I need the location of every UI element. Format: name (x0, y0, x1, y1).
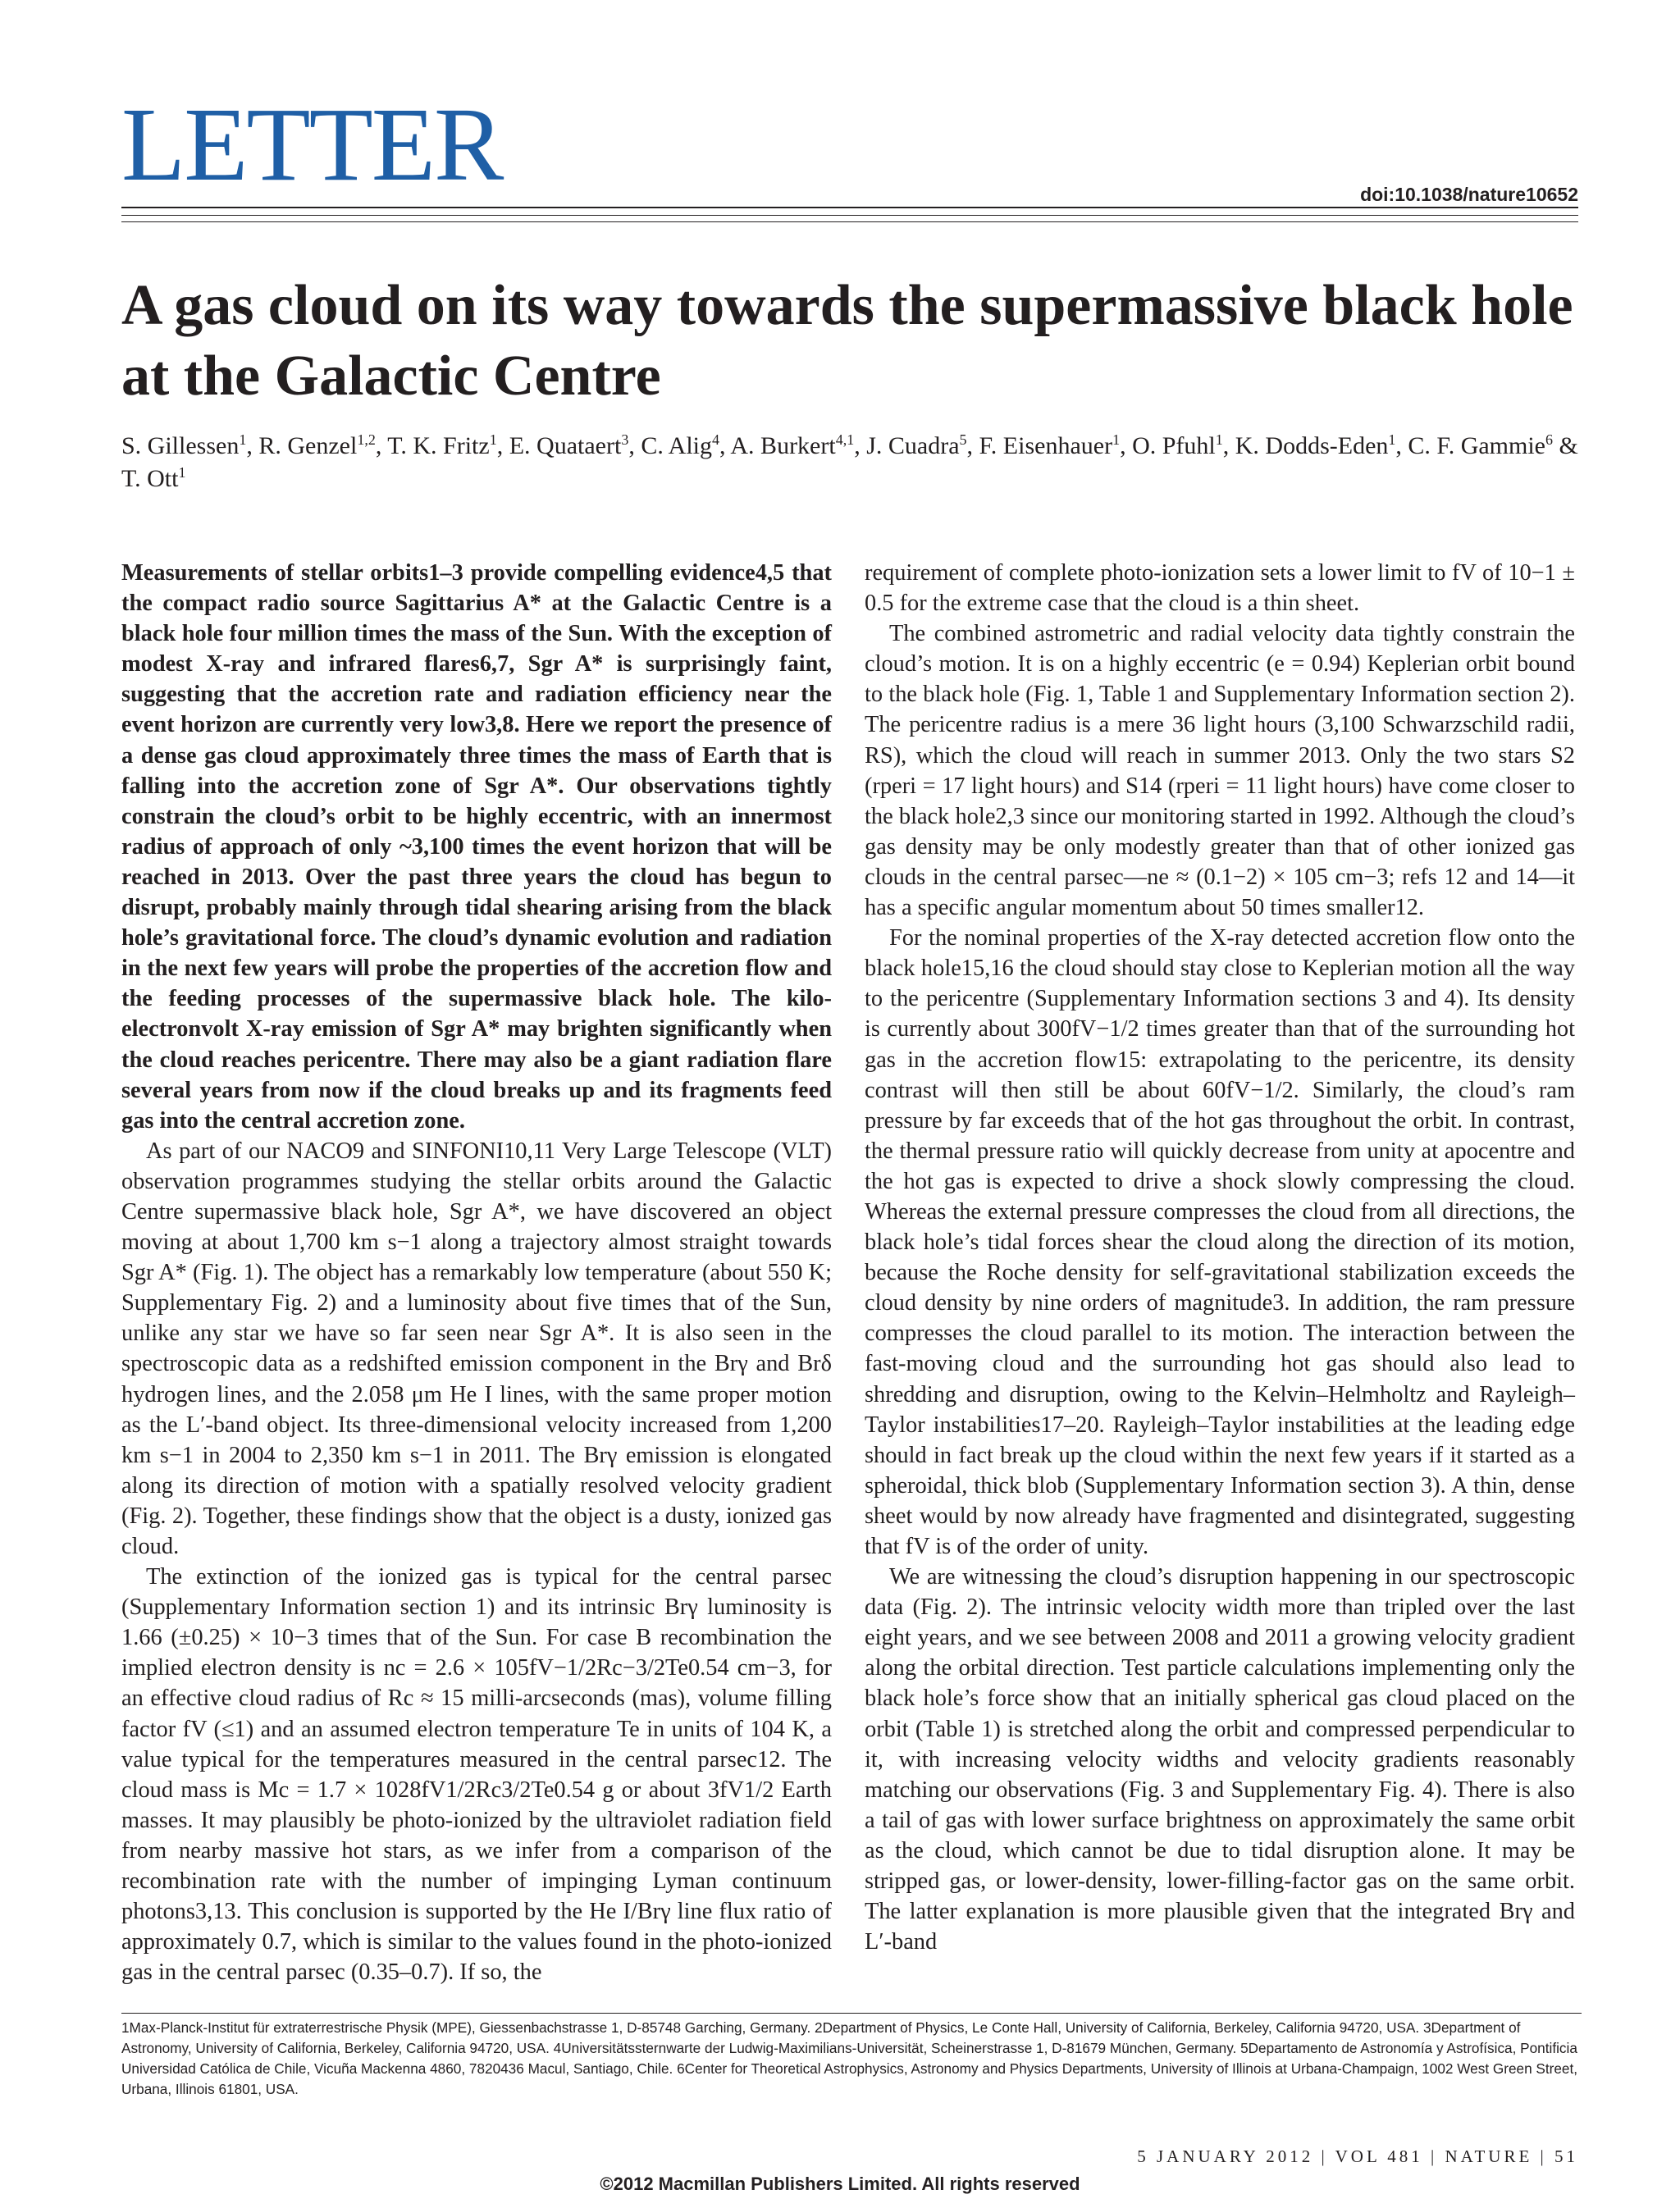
footnote-rule (121, 2013, 1582, 2014)
letter-heading: LETTER (121, 86, 503, 203)
header-rule-thin (121, 215, 1578, 216)
author: T. K. Fritz$^1$ (387, 431, 497, 459)
header-rule (121, 207, 1578, 208)
body-paragraph: The combined astrometric and radial velocity data tightly constrain the cloud’s motion. It is on a highly eccentric (e = 0.94) Keplerian orbit bound to the black hole (Fig. 1, Table 1 and Supplementary Information section 2). The pericentre radius is a mere 36 light hours (3,100 Schwarzschild radii, RS), which the cloud will reach in summer 2013. Only the two stars S2 (rperi = 17 light hours) and S14 (rperi = 11 light hours) have come closer to the black hole2,3 since our monitoring started in 1992. Although the cloud’s gas density may be only modestly greater than that of other ionized gas clouds in the central parsec—ne ≈ (0.1−2) × 105 cm−3; refs 12 and 14—it has a specific angular momentum about 50 times smaller12. (865, 621, 1575, 921)
author: J. Cuadra$^5$ (866, 431, 967, 459)
left-column (121, 558, 832, 1987)
body-paragraph: requirement of complete photo-ionization sets a lower limit to fV of 10−1 ± 0.5 for the extreme case that the cloud is a thin sheet. (865, 560, 1575, 617)
author-list: S. Gillessen$^1$, R. Genzel$^{1,2}$, T. K. Fritz$^1$, E. Quataert$^3$, C. Alig$^4$, A. Burkert$^{4,1}$, J. Cuadra$^5$, F. Eisenhauer$^1$, O. Pfuhl$^1$, K. Dodds-Eden$^1$, C. F. Gammie$^6$ & T. Ott$^1$ (121, 431, 1578, 492)
author: C. Alig$^4$ (641, 431, 720, 459)
author: S. Gillessen$^1$ (121, 431, 247, 459)
right-column (865, 558, 1575, 1957)
author: F. Eisenhauer$^1$ (979, 431, 1121, 459)
author: C. F. Gammie$^6$ (1408, 431, 1553, 459)
author: R. Genzel$^{1,2}$ (258, 431, 376, 459)
author: K. Dodds-Eden$^1$ (1235, 431, 1396, 459)
affiliations-footnote: 1Max-Planck-Institut für extraterrestrische Physik (MPE), Giessenbachstrasse 1, D-85748 Garching, Germany. 2Department of Physics, Le Conte Hall, University of California, Berkeley, California 94720, USA. 3Department of Astronomy, University of California, Berkeley, California 94720, USA. 4Universitätssternwarte der Ludwig-Maximilians-Universität, Scheinerstrasse 1, D-81679 München, Germany. 5Departamento de Astronomía y Astrofísica, Pontificia Universidad Católica de Chile, Vicuña Mackenna 4860, 7820436 Macul, Santiago, Chile. 6Center for Theoretical Astrophysics, Astronomy and Physics Departments, University of Illinois at Urbana-Champaign, 1002 West Green Street, Urbana, Illinois 61801, USA. (121, 2019, 1578, 2097)
doi-label: doi:10.1038/nature10652 (1360, 184, 1578, 205)
author: A. Burkert$^{4,1}$ (730, 431, 855, 459)
body-paragraph: The extinction of the ionized gas is typical for the central parsec (Supplementary Information section 1) and its intrinsic Brγ luminosity is 1.66 (±0.25) × 10−3 times that of the Sun. For case B recombination the implied electron density is nc = 2.6 × 105fV−1/2Rc−3/2Te0.54 cm−3, for an effective cloud radius of Rc ≈ 15 milli-arcseconds (mas), volume filling factor fV (≤1) and an assumed electron temperature Te in units of 104 K, a value typical for the temperatures measured in the central parsec12. The cloud mass is Mc = 1.7 × 1028fV1/2Rc3/2Te0.54 g or about 3fV1/2 Earth masses. It may plausibly be photo-ionized by the ultraviolet radiation field from nearby massive hot stars, as we infer from a comparison of the recombination rate with the number of impinging Lyman continuum photons3,13. This conclusion is supported by the He I/Brγ line flux ratio of approximately 0.7, which is similar to the values found in the photo-ionized gas in the central parsec (0.35–0.7). If so, the (121, 1564, 832, 1986)
abstract: Measurements of stellar orbits1–3 provide compelling evidence4,5 that the compact radio source Sagittarius A* at the Galactic Centre is a black hole four million times the mass of the Sun. With the exception of modest X-ray and infrared flares6,7, Sgr A* is surprisingly faint, suggesting that the accretion rate and radiation efficiency near the event horizon are currently very low3,8. Here we report the presence of a dense gas cloud approximately three times the mass of Earth that is falling into the accretion zone of Sgr A*. Our observations tightly constrain the cloud’s orbit to be highly eccentric, with an innermost radius of approach of only ~3,100 times the event horizon that will be reached in 2013. Over the past three years the cloud has begun to disrupt, probably mainly through tidal shearing arising from the black hole’s gravitational force. The cloud’s dynamic evolution and radiation in the next few years will probe the properties of the accretion flow and the feeding processes of the supermassive black hole. The kilo-electronvolt X-ray emission of Sgr A* may brighten significantly when the cloud reaches pericentre. There may also be a giant radiation flare several years from now if the cloud breaks up and its fragments feed gas into the central accretion zone. (121, 560, 832, 1134)
body-paragraph: For the nominal properties of the X-ray detected accretion flow onto the black hole15,16 the cloud should stay close to Keplerian motion all the way to the pericentre (Supplementary Information sections 3 and 4). Its density is currently about 300fV−1/2 times greater than that of the surrounding hot gas in the accretion flow15: extrapolating to the pericentre, its density contrast will then still be about 60fV−1/2. Similarly, the cloud’s ram pressure by far exceeds that of the hot gas throughout the orbit. In contrast, the thermal pressure ratio will quickly decrease from unity at apocentre and the hot gas is expected to drive a shock slowly compressing the cloud. Whereas the external pressure compresses the cloud from all directions, the black hole’s tidal forces shear the cloud along the direction of its motion, because the Roche density for self-gravitational stabilization exceeds the cloud density by nine orders of magnitude3. In addition, the ram pressure compresses the cloud parallel to its motion. The interaction between the fast-moving cloud and the surrounding hot gas should also lead to shredding and disruption, owing to the Kelvin–Helmholtz and Rayleigh–Taylor instabilities17–20. Rayleigh–Taylor instabilities at the leading edge should in fact break up the cloud within the next few years if it started as a spheroidal, thick blob (Supplementary Information section 3). A thin, dense sheet would by now already have fragmented and disintegrated, suggesting that fV is of the order of unity. (865, 925, 1575, 1559)
body-paragraph: We are witnessing the cloud’s disruption happening in our spectroscopic data (Fig. 2). The intrinsic velocity width more than tripled over the last eight years, and we see between 2008 and 2011 a growing velocity gradient along the orbital direction. Test particle calculations implementing only the black hole’s force show that an initially spherical gas cloud placed on the orbit (Table 1) is stretched along the orbit and compressed perpendicular to it, with increasing velocity widths and velocity gradients reasonably matching our observations (Fig. 3 and Supplementary Fig. 4). There is also a tail of gas with lower surface brightness on approximately the same orbit as the cloud, which cannot be due to tidal disruption alone. It may be stripped gas, or lower-density, lower-filling-factor gas on the same orbit. The latter explanation is more plausible given that the integrated Brγ and L′-band (865, 1564, 1575, 1955)
header-rule-thin-2 (121, 221, 1578, 222)
author: T. Ott$^1$ (121, 464, 186, 492)
copyright-notice: ©2012 Macmillan Publishers Limited. All rights reserved (600, 2174, 1080, 2194)
article-title: A gas cloud on its way towards the supermassive black hole at the Galactic Centre (121, 274, 1573, 408)
body-paragraph: As part of our NACO9 and SINFONI10,11 Very Large Telescope (VLT) observation programmes studying the stellar orbits around the Galactic Centre supermassive black hole, Sgr A*, we have discovered an object moving at about 1,700 km s−1 along a trajectory almost straight towards Sgr A* (Fig. 1). The object has a remarkably low temperature (about 550 K; Supplementary Fig. 2) and a luminosity about five times that of the Sun, unlike any star we have so far seen near Sgr A*. It is also seen in the spectroscopic data as a redshifted emission component in the Brγ and Brδ hydrogen lines, and the 2.058 μm He I lines, with the same proper motion as the L′-band object. Its three-dimensional velocity increased from 1,200 km s−1 in 2004 to 2,350 km s−1 in 2011. The Brγ emission is elongated along its direction of motion with a spatially resolved velocity gradient (Fig. 2). Together, these findings show that the object is a dusty, ionized gas cloud. (121, 1138, 832, 1559)
page-folio: 5 JANUARY 2012 | VOL 481 | NATURE | 51 (1137, 2146, 1578, 2166)
author: O. Pfuhl$^1$ (1132, 431, 1223, 459)
author: E. Quataert$^3$ (509, 431, 629, 459)
